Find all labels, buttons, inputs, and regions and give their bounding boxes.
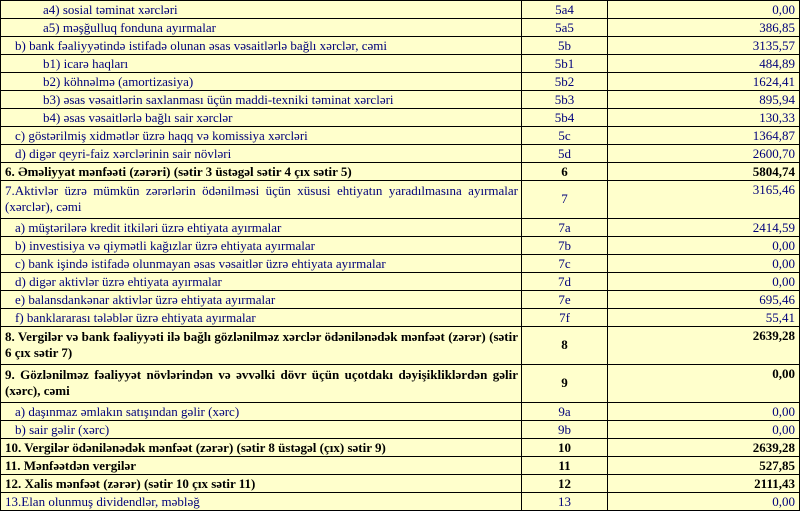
row-value: 386,85 <box>608 19 800 36</box>
row-code: 5b1 <box>522 55 608 72</box>
row-label: b3) əsas vəsaitlərin saxlanması üçün maddi-texniki təminat xərcləri <box>1 91 522 108</box>
row-value: 484,89 <box>608 55 800 72</box>
table-row <box>1 237 800 255</box>
row-code: 9 <box>522 365 608 402</box>
table-row <box>1 457 800 475</box>
table-row <box>1 37 800 55</box>
table-row <box>1 327 800 365</box>
row-code: 7a <box>522 219 608 236</box>
row-value: 2639,28 <box>608 327 800 364</box>
row-label: 7.Aktivlər üzrə mümkün zərərlərin ödənilməsi üçün xüsusi ehtiyatın yaradılmasına ayırmalar (xərclər), cəmi <box>1 181 522 218</box>
row-label: a4) sosial təminat xərcləri <box>1 1 522 18</box>
table-row <box>1 475 800 493</box>
row-label: a5) məşğulluq fonduna ayırmalar <box>1 19 522 36</box>
table-row <box>1 55 800 73</box>
row-code: 5a4 <box>522 1 608 18</box>
row-value: 130,33 <box>608 109 800 126</box>
table-row <box>1 181 800 219</box>
row-value: 0,00 <box>608 237 800 254</box>
row-code: 5b2 <box>522 73 608 90</box>
table-row <box>1 1 800 19</box>
table-row <box>1 291 800 309</box>
row-code: 7e <box>522 291 608 308</box>
table-row <box>1 19 800 37</box>
row-code: 9a <box>522 403 608 420</box>
row-label: a) daşınmaz əmlakın satışından gəlir (xərc) <box>1 403 522 420</box>
table-row <box>1 403 800 421</box>
table-row <box>1 145 800 163</box>
row-label: b) sair gəlir (xərc) <box>1 421 522 438</box>
row-value: 0,00 <box>608 421 800 438</box>
row-code: 5c <box>522 127 608 144</box>
row-label: b) investisiya və qiymətli kağızlar üzrə ehtiyata ayırmalar <box>1 237 522 254</box>
row-code: 5b <box>522 37 608 54</box>
row-value: 3165,46 <box>608 181 800 218</box>
row-label: b4) əsas vəsaitlərlə bağlı sair xərclər <box>1 109 522 126</box>
table-row <box>1 273 800 291</box>
row-label: e) balansdankənar aktivlər üzrə ehtiyata ayırmalar <box>1 291 522 308</box>
row-value: 1624,41 <box>608 73 800 90</box>
row-label: b1) icarə haqları <box>1 55 522 72</box>
table-row <box>1 493 800 511</box>
table-row <box>1 365 800 403</box>
row-code: 11 <box>522 457 608 474</box>
table-row <box>1 219 800 237</box>
row-label: 12. Xalis mənfəət (zərər) (sətir 10 çıx sətir 11) <box>1 475 522 492</box>
row-code: 7f <box>522 309 608 326</box>
row-label: 10. Vergilər ödənilənədək mənfəət (zərər) (sətir 8 üstəgəl (çıx) sətir 9) <box>1 439 522 456</box>
row-value: 0,00 <box>608 1 800 18</box>
row-value: 2600,70 <box>608 145 800 162</box>
row-code: 6 <box>522 163 608 180</box>
row-value: 0,00 <box>608 273 800 290</box>
row-code: 7d <box>522 273 608 290</box>
table-row <box>1 73 800 91</box>
row-value: 2414,59 <box>608 219 800 236</box>
row-value: 55,41 <box>608 309 800 326</box>
row-label: a) müştərilərə kredit itkiləri üzrə ehtiyata ayırmalar <box>1 219 522 236</box>
row-value: 0,00 <box>608 403 800 420</box>
row-label: b2) köhnəlmə (amortizasiya) <box>1 73 522 90</box>
row-label: d) digər qeyri-faiz xərclərinin sair növləri <box>1 145 522 162</box>
row-value: 1364,87 <box>608 127 800 144</box>
table-row <box>1 255 800 273</box>
row-label: c) bank işində istifadə olunmayan əsas vəsaitlər üzrə ehtiyata ayırmalar <box>1 255 522 272</box>
table-row <box>1 91 800 109</box>
table-row <box>1 163 800 181</box>
row-value: 695,46 <box>608 291 800 308</box>
row-value: 895,94 <box>608 91 800 108</box>
table-row <box>1 309 800 327</box>
row-label: f) banklararası tələblər üzrə ehtiyata ayırmalar <box>1 309 522 326</box>
row-value: 527,85 <box>608 457 800 474</box>
row-label: 6. Əməliyyat mənfəəti (zərəri) (sətir 3 üstəgəl sətir 4 çıx sətir 5) <box>1 163 522 180</box>
row-value: 3135,57 <box>608 37 800 54</box>
row-code: 7b <box>522 237 608 254</box>
row-code: 7c <box>522 255 608 272</box>
table-row <box>1 421 800 439</box>
row-code: 9b <box>522 421 608 438</box>
row-code: 13 <box>522 493 608 510</box>
row-code: 5b4 <box>522 109 608 126</box>
row-value: 0,00 <box>608 493 800 510</box>
row-code: 5a5 <box>522 19 608 36</box>
row-code: 5d <box>522 145 608 162</box>
row-code: 8 <box>522 327 608 364</box>
row-value: 0,00 <box>608 365 800 402</box>
row-label: 13.Elan olunmuş dividendlər, məbləğ <box>1 493 522 510</box>
row-value: 0,00 <box>608 255 800 272</box>
table-row <box>1 109 800 127</box>
row-code: 12 <box>522 475 608 492</box>
row-code: 10 <box>522 439 608 456</box>
row-value: 2639,28 <box>608 439 800 456</box>
row-value: 2111,43 <box>608 475 800 492</box>
row-label: b) bank fəaliyyətində istifadə olunan əsas vəsaitlərlə bağlı xərclər, cəmi <box>1 37 522 54</box>
table-row <box>1 127 800 145</box>
row-label: 9. Gözlənilməz fəaliyyət növlərindən və əvvəlki dövr üçün uçotdakı dəyişikliklərdən gəlir (xərc), cəmi <box>1 365 522 402</box>
row-label: 11. Mənfəətdən vergilər <box>1 457 522 474</box>
row-code: 5b3 <box>522 91 608 108</box>
row-label: d) digər aktivlər üzrə ehtiyata ayırmalar <box>1 273 522 290</box>
row-value: 5804,74 <box>608 163 800 180</box>
row-code: 7 <box>522 181 608 218</box>
table-row <box>1 439 800 457</box>
row-label: 8. Vergilər və bank fəaliyyəti ilə bağlı gözlənilməz xərclər ödənilənədək mənfəət (zərər) (sətir 6 çıx sətir 7) <box>1 327 522 364</box>
row-label: c) göstərilmiş xidmətlər üzrə haqq və komissiya xərcləri <box>1 127 522 144</box>
